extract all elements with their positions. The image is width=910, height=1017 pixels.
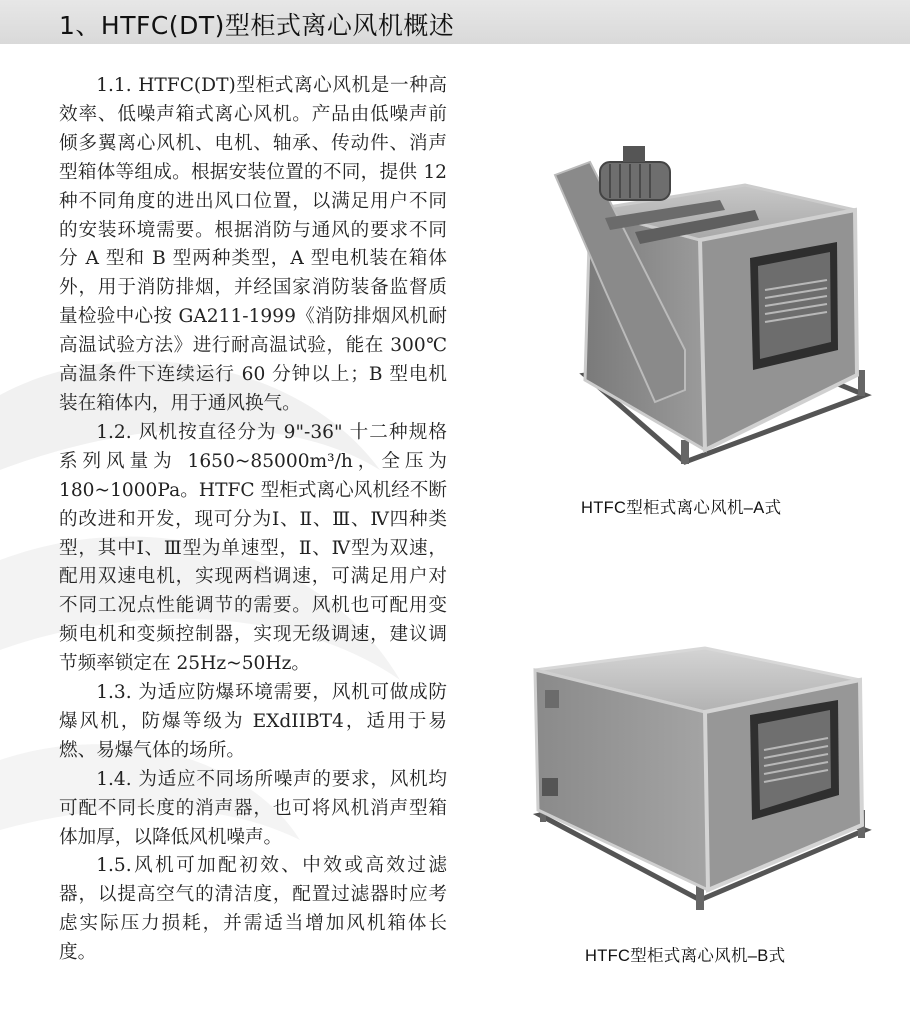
section-title-bar — [0, 0, 910, 44]
fan-type-b-photo — [530, 640, 880, 920]
fan-type-a-caption: HTFC型柜式离心风机–A式 — [581, 499, 782, 517]
paragraph-1-4: 1.4. 为适应不同场所噪声的要求，风机均可配不同长度的消声器，也可将风机消声型箱体加厚，以降低风机噪声。 — [59, 768, 447, 848]
overview-body-text — [59, 72, 447, 968]
paragraph-1-3: 1.3. 为适应防爆环境需要，风机可做成防爆风机，防爆等级为 EXdIIBT4，适用于易燃、易爆气体的场所。 — [59, 682, 447, 761]
section-title: 1、HTFC(DT)型柜式离心风机概述 — [59, 11, 455, 40]
fan-type-a-photo — [545, 140, 875, 470]
paragraph-1-1: 1.1. HTFC(DT)型柜式离心风机是一种高效率、低噪声箱式离心风机。产品由低噪声前倾多翼离心风机、电机、轴承、传动件、消声型箱体等组成。根据安装位置的不同，提供 12 种不同角度的进出风口位置，以满足用户不同的安装环境需要。根据消防与通风的要求不同分 A 型和 B 型两种类型，A 型电机装在箱体外，用于消防排烟，并经国家消防装备监督质量检验中心按 GA211-1999《消防排烟风机耐高温试验方法》进行耐高温试验，能在 300℃高温条件下连续运行 60 分钟以上；B 型电机装在箱体内，用于通风换气。 — [59, 75, 447, 414]
paragraph-1-2: 1.2. 风机按直径分为 9"-36" 十二种规格系列风量为 1650~85000m³/h，全压为 180~1000Pa。HTFC 型柜式离心风机经不断的改进和开发，现可分为Ⅰ、Ⅱ、Ⅲ、Ⅳ四种类型，其中Ⅰ、Ⅲ型为单速型，Ⅱ、Ⅳ型为双速，配用双速电机，实现两档调速，可满足用户对不同工况点性能调节的需要。风机也可配用变频电机和变频控制器，实现无级调速，建议调节频率锁定在 25Hz~50Hz。 — [59, 421, 447, 675]
paragraph-1-5: 1.5.风机可加配初效、中效或高效过滤器，以提高空气的清洁度，配置过滤器时应考虑实际压力损耗，并需适当增加风机箱体长度。 — [59, 855, 447, 964]
fan-type-b-caption: HTFC型柜式离心风机–B式 — [585, 947, 786, 965]
